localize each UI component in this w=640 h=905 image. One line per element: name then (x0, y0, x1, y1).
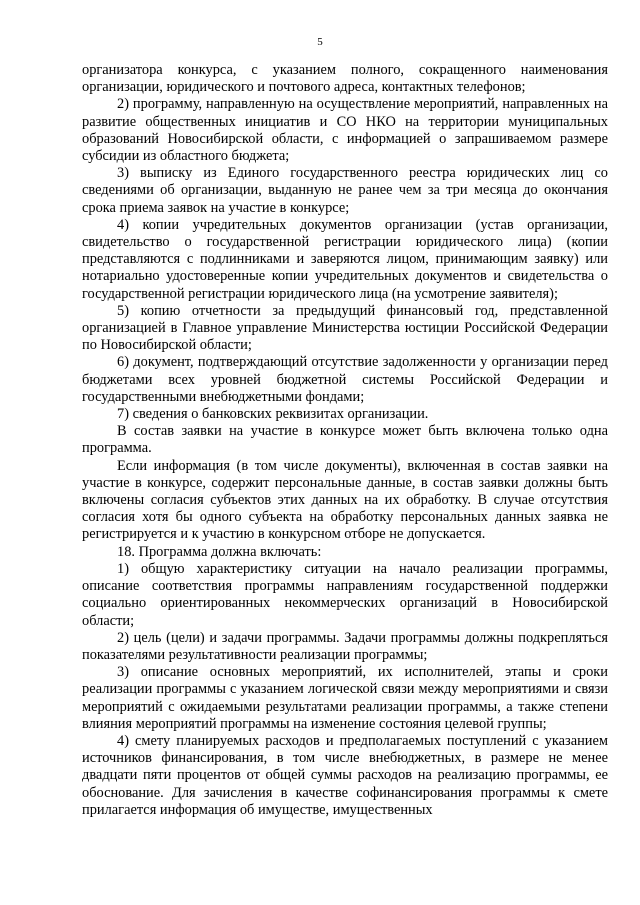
paragraph: Если информация (в том числе документы), включенная в состав заявки на участие в конкурсе, содержит персональные данные, в состав заявки должны быть включены согласия субъектов этих данных на их обработку. В случае отсутствия согласия хотя бы одного субъекта на обработку персональных данных заявка не регистрируется и к участию в конкурсном отборе не допускается. (82, 457, 608, 543)
paragraph: 3) выписку из Единого государственного реестра юридических лиц со сведениями об организации, выданную не ранее чем за три месяца до окончания срока приема заявок на участие в конкурсе; (82, 165, 608, 216)
paragraph: 18. Программа должна включать: (117, 543, 322, 560)
paragraph: организатора конкурса, с указанием полного, сокращенного наименования организации, юридического и почтового адреса, контактных телефонов; (82, 62, 608, 96)
paragraph: 7) сведения о банковских реквизитах организации. (117, 406, 429, 423)
paragraph: 2) программу, направленную на осуществление мероприятий, направленных на развитие общественных инициатив и СО НКО на территории муниципальных образований Новосибирской области, с информацией о запрашиваемом размере субсидии из областного бюджета; (82, 96, 608, 165)
paragraph: 2) цель (цели) и задачи программы. Задачи программы должны подкрепляться показателями результативности реализации программы; (82, 629, 608, 663)
paragraph: В состав заявки на участие в конкурсе может быть включена только одна программа. (82, 423, 608, 457)
paragraph: 3) описание основных мероприятий, их исполнителей, этапы и сроки реализации программы с указанием логической связи между мероприятиями и связи мероприятий с ожидаемыми результатами реализации программы, а также степени влияния мероприятий программы на изменение состояния целевой группы; (82, 664, 608, 732)
page-number: 5 (317, 36, 323, 48)
document-body (82, 62, 608, 819)
paragraph: 5) копию отчетности за предыдущий финансовый год, представленной организацией в Главное управление Министерства юстиции Российской Федерации по Новосибирской области; (82, 302, 608, 354)
paragraph: 6) документ, подтверждающий отсутствие задолженности у организации перед бюджетами всех уровней бюджетной системы Российской Федерации и государственными внебюджетными фондами; (82, 354, 608, 405)
paragraph: 1) общую характеристику ситуации на начало реализации программы, описание соответствия программы направлениям государственной поддержки социально ориентированных некоммерческих организаций в Новосибирской области; (82, 560, 608, 629)
paragraph: 4) смету планируемых расходов и предполагаемых поступлений с указанием источников финансирования, в том числе внебюджетных, в размере не менее двадцати пяти процентов от общей суммы расходов на реализацию программы, ее обоснование. Для зачисления в качестве софинансирования программы к смете прилагается информация об имуществе, имущественных (82, 732, 608, 818)
paragraph: 4) копии учредительных документов организации (устав организации, свидетельство о государственной регистрации юридического лица) (копии представляются с подлинниками и заверяются лицом, принимающим заявку) или нотариально удостоверенные копии учредительных документов и свидетельства о государственной регистрации юридического лица (на усмотрение заявителя); (82, 216, 608, 302)
